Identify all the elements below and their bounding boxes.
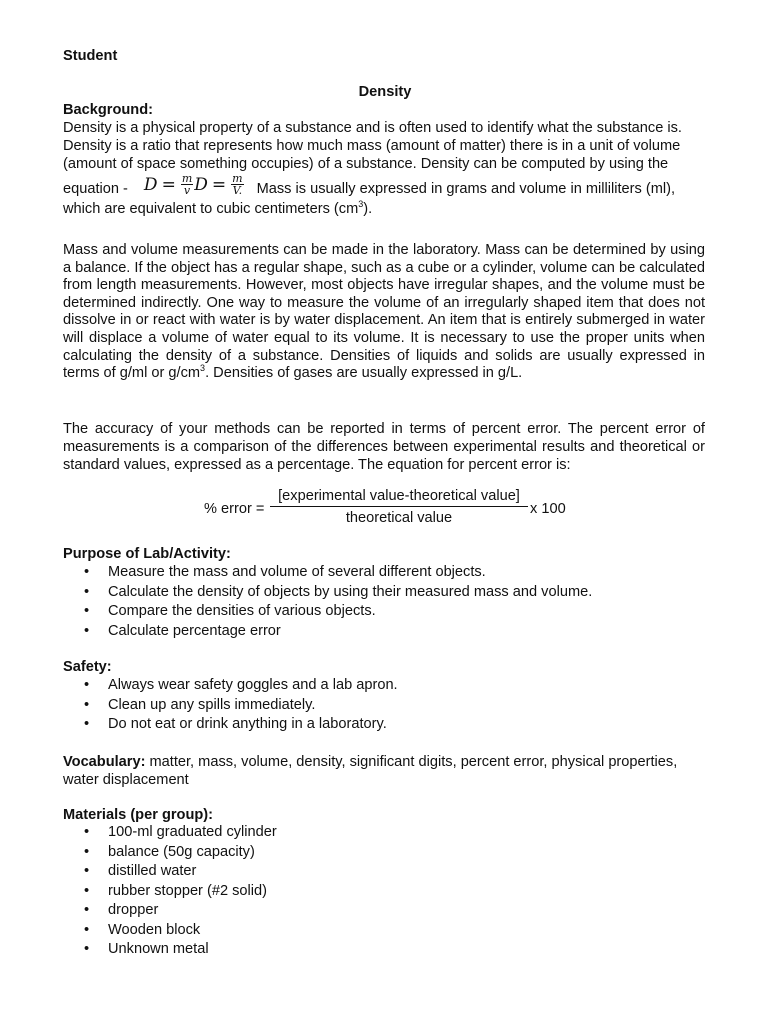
purpose-item: • Compare the densities of various objects. <box>63 602 705 622</box>
background-line-5-text: which are equivalent to cubic centimeters (cm <box>63 200 359 217</box>
equation-prefix: equation - <box>63 181 128 198</box>
background-line-2: Density is a ratio that represents how much mass (amount of matter) there is in a unit of volume <box>63 138 681 155</box>
eq-m-2: m <box>232 172 243 186</box>
background-paragraph-3: The accuracy of your methods can be reported in terms of percent error. The percent error of measurements is a comparison of the differences between experimental results and theoretical or standard values, expressed as a percentage. The equation for percent error is: <box>63 421 705 474</box>
document-title: Density <box>358 84 412 100</box>
purpose-item: • Measure the mass and volume of several different objects. <box>63 563 705 583</box>
materials-list-container <box>63 823 705 960</box>
background-line-1: Density is a physical property of a substance and is often used to identify what the substance is. <box>63 120 682 136</box>
eq-V-label: V <box>232 184 239 198</box>
paragraph-2-end: . Densities of gases are usually expressed in g/L. <box>205 365 523 382</box>
materials-list <box>63 823 705 960</box>
vocabulary-paragraph <box>63 753 705 789</box>
safety-item: • Always wear safety goggles and a lab apron. <box>63 676 705 696</box>
background-paragraph-2 <box>63 242 705 383</box>
background-line-5 <box>63 200 705 218</box>
purpose-item: • Calculate the density of objects by using their measured mass and volume. <box>63 583 705 603</box>
safety-list <box>63 676 705 735</box>
formula-numerator: [experimental value-theoretical value] <box>270 488 528 507</box>
background-heading: Background: <box>63 102 153 118</box>
formula-rhs: x 100 <box>530 501 566 517</box>
background-line-3: (amount of space something occupies) of a substance. Density can be computed by using the <box>63 156 669 173</box>
background-line-5-end: ). <box>363 200 373 217</box>
materials-item: • Wooden block <box>63 921 705 941</box>
safety-item: • Do not eat or drink anything in a laboratory. <box>63 715 705 735</box>
eq-equals-2: = <box>211 174 227 195</box>
gcm3-superscript: 3 <box>200 363 206 374</box>
safety-item: • Clean up any spills immediately. <box>63 696 705 716</box>
safety-heading: Safety: <box>63 659 112 675</box>
paragraph-2-text: Mass and volume measurements can be made in the laboratory. Mass can be determined by using a balance. If the object has a regular shape, such as a cube or a cylinder, volume can be calculated from length measurements. However, most objects have irregular shapes, and the volume must be determined indirectly. One way to measure the volume of an irregularly shaped item that does not dissolve in or react with water is by water displacement. An item that is entirely submerged in water will displace a volume of water equal to its volume. It is necessary to use the proper units when calculating the density of a substance. Densities of liquids and solids are usually expressed in terms of g/ml or g/cm <box>63 242 705 382</box>
materials-item: • 100-ml graduated cylinder <box>63 823 705 843</box>
eq-v-2: V. <box>232 184 243 198</box>
formula-lhs: % error = <box>204 501 265 517</box>
vocabulary-heading: Vocabulary: <box>63 754 146 770</box>
vocabulary-text: matter, mass, volume, density, significant digits, percent error, physical properties, water displacement <box>63 754 678 789</box>
eq-v-1: v <box>183 184 191 198</box>
eq-d-2: D <box>194 174 208 195</box>
eq-fraction-2 <box>231 173 243 196</box>
purpose-list <box>63 563 705 641</box>
eq-m-1: m <box>181 172 193 186</box>
eq-fraction-1 <box>181 173 193 196</box>
materials-heading: Materials (per group): <box>63 807 214 823</box>
formula-denominator: theoretical value <box>345 510 453 526</box>
purpose-list-container <box>63 563 705 641</box>
formula-fraction <box>270 488 528 526</box>
materials-item: • distilled water <box>63 862 705 882</box>
materials-item: • Unknown metal <box>63 940 705 960</box>
student-label: Student <box>63 48 118 64</box>
materials-item: • dropper <box>63 901 705 921</box>
density-equation-line <box>63 170 705 200</box>
materials-item: • balance (50g capacity) <box>63 843 705 863</box>
equation-suffix: Mass is usually expressed in grams and volume in milliliters (ml), <box>256 181 676 198</box>
background-paragraph-1 <box>63 119 705 218</box>
safety-list-container <box>63 676 705 735</box>
density-equation <box>144 170 245 200</box>
eq-equals-1: = <box>161 174 176 195</box>
purpose-heading: Purpose of Lab/Activity: <box>63 546 231 562</box>
cm3-superscript: 3 <box>358 198 364 209</box>
purpose-item: • Calculate percentage error <box>63 622 705 642</box>
materials-item: • rubber stopper (#2 solid) <box>63 882 705 902</box>
eq-d-1: D <box>143 174 158 195</box>
